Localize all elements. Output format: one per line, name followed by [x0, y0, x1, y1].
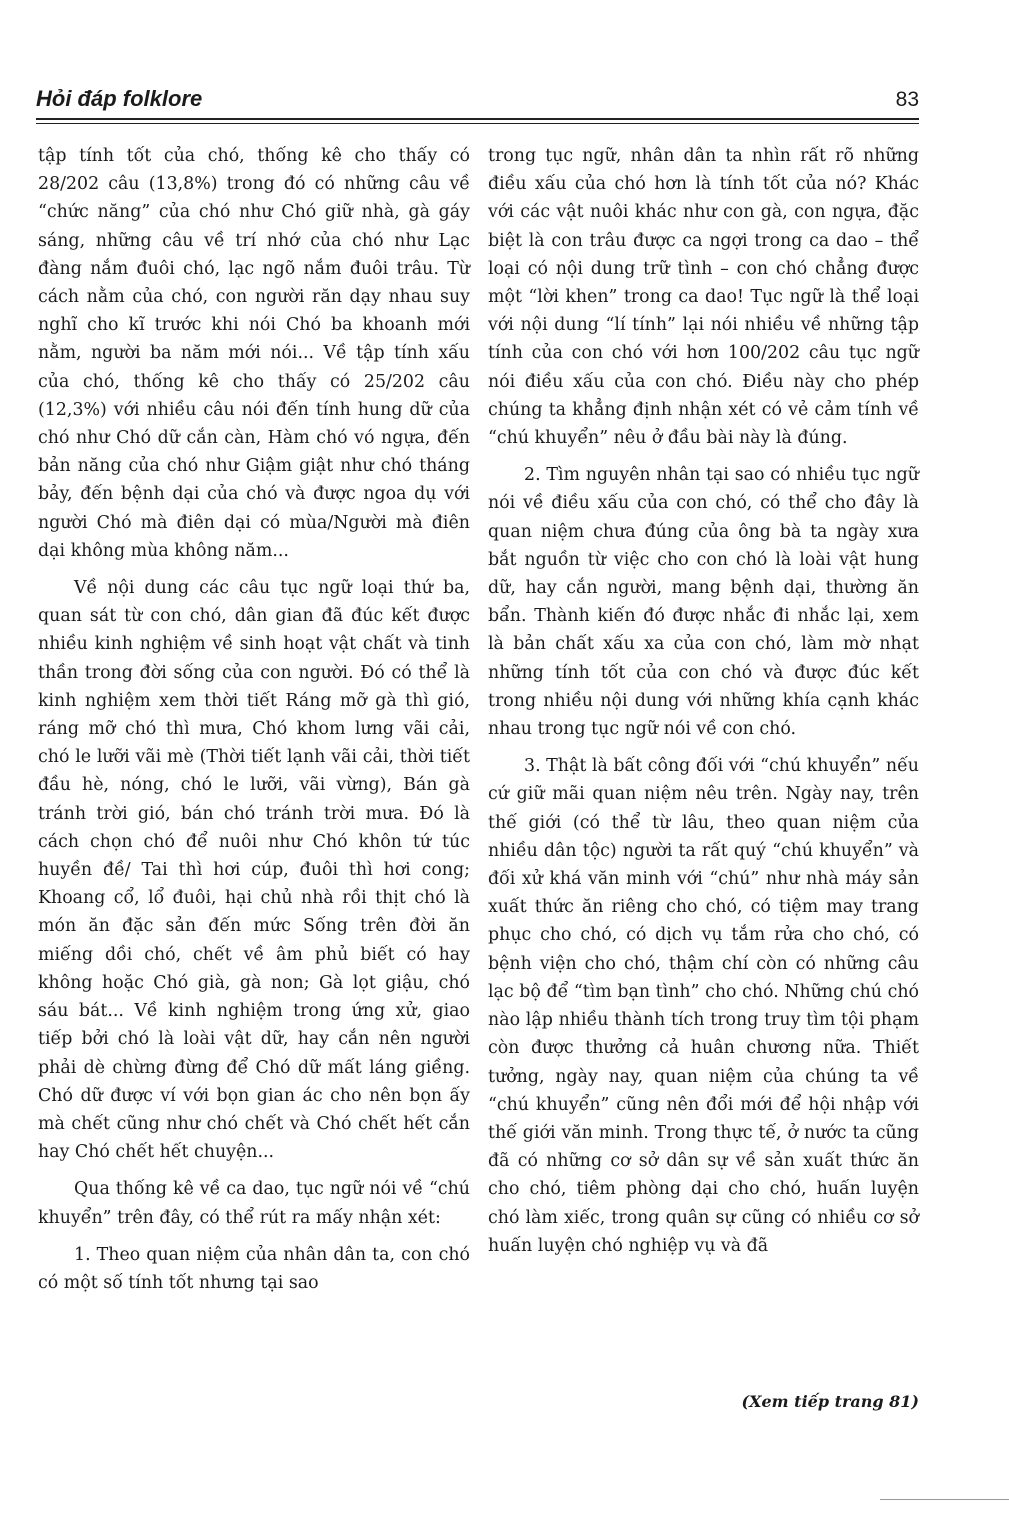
right-column — [488, 142, 919, 1269]
paragraph: Qua thống kê về ca dao, tục ngữ nói về “chú khuyển” trên đây, có thể rút ra mấy nhận xét: — [38, 1179, 470, 1228]
paragraph: Về nội dung các câu tục ngữ loại thứ ba, quan sát từ con chó, dân gian đã đúc kết được nhiều kinh nghiệm về sinh hoạt vật chất và tinh thần trong đời sống của con người. Đó có thể là kinh nghiệm xem thời tiết Ráng mỡ gà thì gió, ráng mỡ chó thì mưa, Chó khom lưng vãi cải, chó le lưỡi vãi mè (Thời tiết lạnh vãi cải, thời tiết đầu hè, nóng, chó le lưỡi, vãi vừng), Bán gà tránh trời gió, bán chó tránh trời mưa. Đó là cách chọn chó để nuôi như Chó khôn tứ túc huyền đề/ Tai thì hơi cúp, đuôi thì hơi cong; Khoang cổ, lổ đuôi, hại chủ nhà rồi thịt chó là món ăn đặc sản đến mức Sống trên đời ăn miếng dồi chó, chết về âm phủ biết có hay không hoặc Chó già, gà non; Gà lọt giậu, chó sáu bát... Về kinh nghiệm trong ứng xử, giao tiếp bởi chó là loài vật dữ, hay cắn nên người phải dè chừng đừng để Chó dữ mất láng giềng. Chó dữ được ví với bọn gian ác cho nên bọn ấy mà chết cũng như chó chết và Chó chết hết cắn hay Chó chết hết chuyện... — [38, 578, 470, 1163]
page-number: 83 — [895, 88, 919, 111]
header-rule-thin — [36, 123, 919, 124]
paragraph: tập tính tốt của chó, thống kê cho thấy có 28/202 câu (13,8%) trong đó có những câu về “chức năng” của chó như Chó giữ nhà, gà gáy sáng, những câu về trí nhớ của chó như Lạc đàng nắm đuôi chó, lạc ngõ nắm đuôi trâu. Từ cách nằm của chó, con người răn dạy nhau suy nghĩ cho kĩ trước khi nói Chó ba khoanh mới nằm, người ba năm mới nói... Về tập tính xấu của chó, thống kê cho thấy có 25/202 câu (12,3%) với nhiều câu nói đến tính hung dữ của chó như Chó dữ cắn càn, Hàm chó vó ngựa, đến bản năng của chó như Giậm giật như chó tháng bảy, đến bệnh dại của chó và được ngoa dụ với người Chó mà điên dại có mùa/Người mà điên dại không mùa không năm... — [38, 146, 470, 561]
paragraph: trong tục ngữ, nhân dân ta nhìn rất rõ những điều xấu của chó hơn là tính tốt của nó? Khác với các vật nuôi khác như con gà, con ngựa, đặc biệt là con trâu được ca ngợi trong ca dao – thể loại có nội dung trữ tình – con chó chẳng được một “lời khen” trong ca dao! Tục ngữ là thể loại với nội dung “lí tính” lại nói nhiều về những tập tính của con chó với hơn 100/202 câu tục ngữ nói điều xấu của con chó. Điều này cho phép chúng ta khẳng định nhận xét có vẻ cảm tính về “chú khuyển” nêu ở đầu bài này là đúng. — [488, 146, 919, 449]
paragraph: 2. Tìm nguyên nhân tại sao có nhiều tục ngữ nói về điều xấu của con chó, có thể cho đây là quan niệm chưa đúng của ông bà ta ngày xưa bắt nguồn từ việc cho con chó là loài vật hung dữ, hay cắn người, mang bệnh dại, thường ăn bẩn. Thành kiến đó được nhắc đi nhắc lại, xem là bản chất xấu xa của con chó, làm mờ nhạt những tính tốt của con chó và được đúc kết trong nhiều nội dung với những khía cạnh khác nhau trong tục ngữ nói về con chó. — [488, 465, 919, 740]
running-header — [36, 84, 919, 118]
paragraph: 3. Thật là bất công đối với “chú khuyển” nếu cứ giữ mãi quan niệm nêu trên. Ngày nay, trên thế giới (có thể từ lâu, theo quan niệm của nhiều dân tộc) người ta rất quý “chú khuyển” và đối xử khá văn minh với “chú” như nhà máy sản xuất thức ăn riêng cho chó, có tiệm may trang phục cho chó, có dịch vụ tắm rửa cho chó, có bệnh viện cho chó, thậm chí còn có những câu lạc bộ để “tìm bạn tình” cho chó. Những chú chó nào lập nhiều thành tích trong truy tìm tội phạm còn được thưởng cả huân chương nữa. Thiết tưởng, ngày nay, quan niệm của chúng ta về “chú khuyển” cũng nên đổi mới để hội nhập với thế giới văn minh. Trong thực tế, ở nước ta cũng đã có những cơ sở dân sự về sản xuất thức ăn cho chó, tiêm phòng dại cho chó, huấn luyện chó làm xiếc, trong quân sự cũng có nhiều cơ sở huấn luyện chó nghiệp vụ và đã — [488, 756, 919, 1256]
running-title: Hỏi đáp folklore — [36, 86, 203, 111]
left-column — [38, 142, 470, 1306]
continuation-note: (Xem tiếp trang 81) — [741, 1392, 919, 1411]
bottom-rule — [880, 1499, 1009, 1500]
header-rule-thick — [36, 118, 919, 120]
paragraph: 1. Theo quan niệm của nhân dân ta, con chó có một số tính tốt nhưng tại sao — [38, 1244, 470, 1293]
